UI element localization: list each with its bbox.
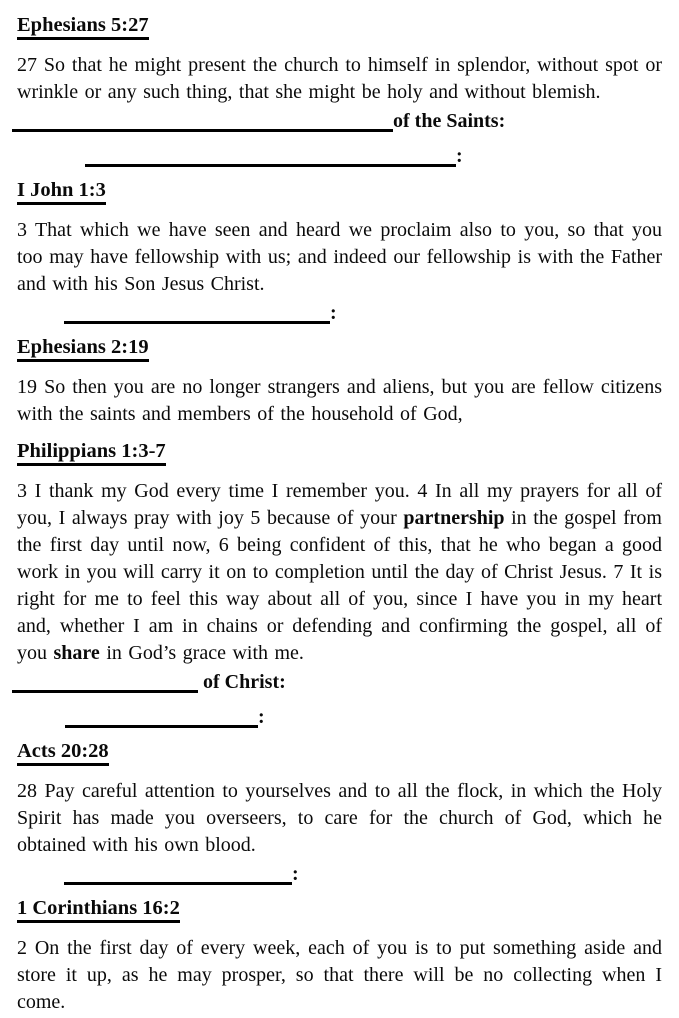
scripture-section-philippians-1-3-7 [17,440,662,728]
fill-in-blank-row [17,704,662,728]
verse-reference-heading: Philippians 1:3-7 [17,440,166,466]
fill-in-blank-row [17,861,662,885]
verse-text: 28 Pay careful attention to yourselves and to all the flock, in which the Holy Spirit has made you overseers, to care for the church of God, which he obtained with his own blood. [17,780,662,856]
scripture-section-ephesians-5-27 [17,14,662,167]
scripture-section-1-corinthians-16-2 [17,897,662,1016]
fill-in-blank-line [12,105,393,132]
fill-in-blank-line [12,666,198,693]
verse-text: 2 On the first day of every week, each of you is to put something aside and store it up, as he may prosper, so that there will be no collecting when I come. [17,937,662,1013]
verse-text: 3 I thank my God every time I remember you. 4 In all my prayers for all of you, I always pray with joy 5 because of your partnership in the gospel from the first day until now, 6 being confident of this, that he who began a good work in you will carry it on to completion until the day of Christ Jesus. 7 It is right for me to feel this way about all of you, since I have you in my heart and, whether I am in chains or defending and confirming the gospel, all of you share in God’s grace with me. [17,480,662,664]
scripture-section-ephesians-2-19 [17,336,662,428]
verse-reference-heading: Ephesians 5:27 [17,14,149,40]
fill-in-blank-line [64,858,292,885]
verse-text: 19 So then you are no longer strangers and aliens, but you are fellow citizens with the saints and members of the household of God, [17,376,662,425]
scripture-section-i-john-1-3 [17,179,662,324]
document-page [17,14,662,1016]
blank-suffix-label: of Christ: [198,671,286,693]
scripture-section-acts-20-28 [17,740,662,885]
blank-suffix-label: : [292,863,299,885]
blank-suffix-label: : [330,302,337,324]
verse-reference-heading: I John 1:3 [17,179,106,205]
blank-suffix-label: : [456,145,463,167]
fill-in-blank-row [17,300,662,324]
fill-in-blank-row [17,143,662,167]
verse-text: 3 That which we have seen and heard we proclaim also to you, so that you too may have fellowship with us; and indeed our fellowship is with the Father and with his Son Jesus Christ. [17,219,662,295]
fill-in-blank-line [64,297,330,324]
verse-reference-heading: 1 Corinthians 16:2 [17,897,180,923]
fill-in-blank-line [65,701,258,728]
blank-suffix-label: of the Saints: [393,110,506,132]
verse-text: 27 So that he might present the church to himself in splendor, without spot or wrinkle or any such thing, that she might be holy and without blemish. [17,54,662,103]
blank-suffix-label: : [258,706,265,728]
fill-in-blank-line [85,140,456,167]
fill-in-blank-row [17,108,662,132]
fill-in-blank-row [17,669,662,693]
verse-reference-heading: Ephesians 2:19 [17,336,149,362]
verse-reference-heading: Acts 20:28 [17,740,109,766]
